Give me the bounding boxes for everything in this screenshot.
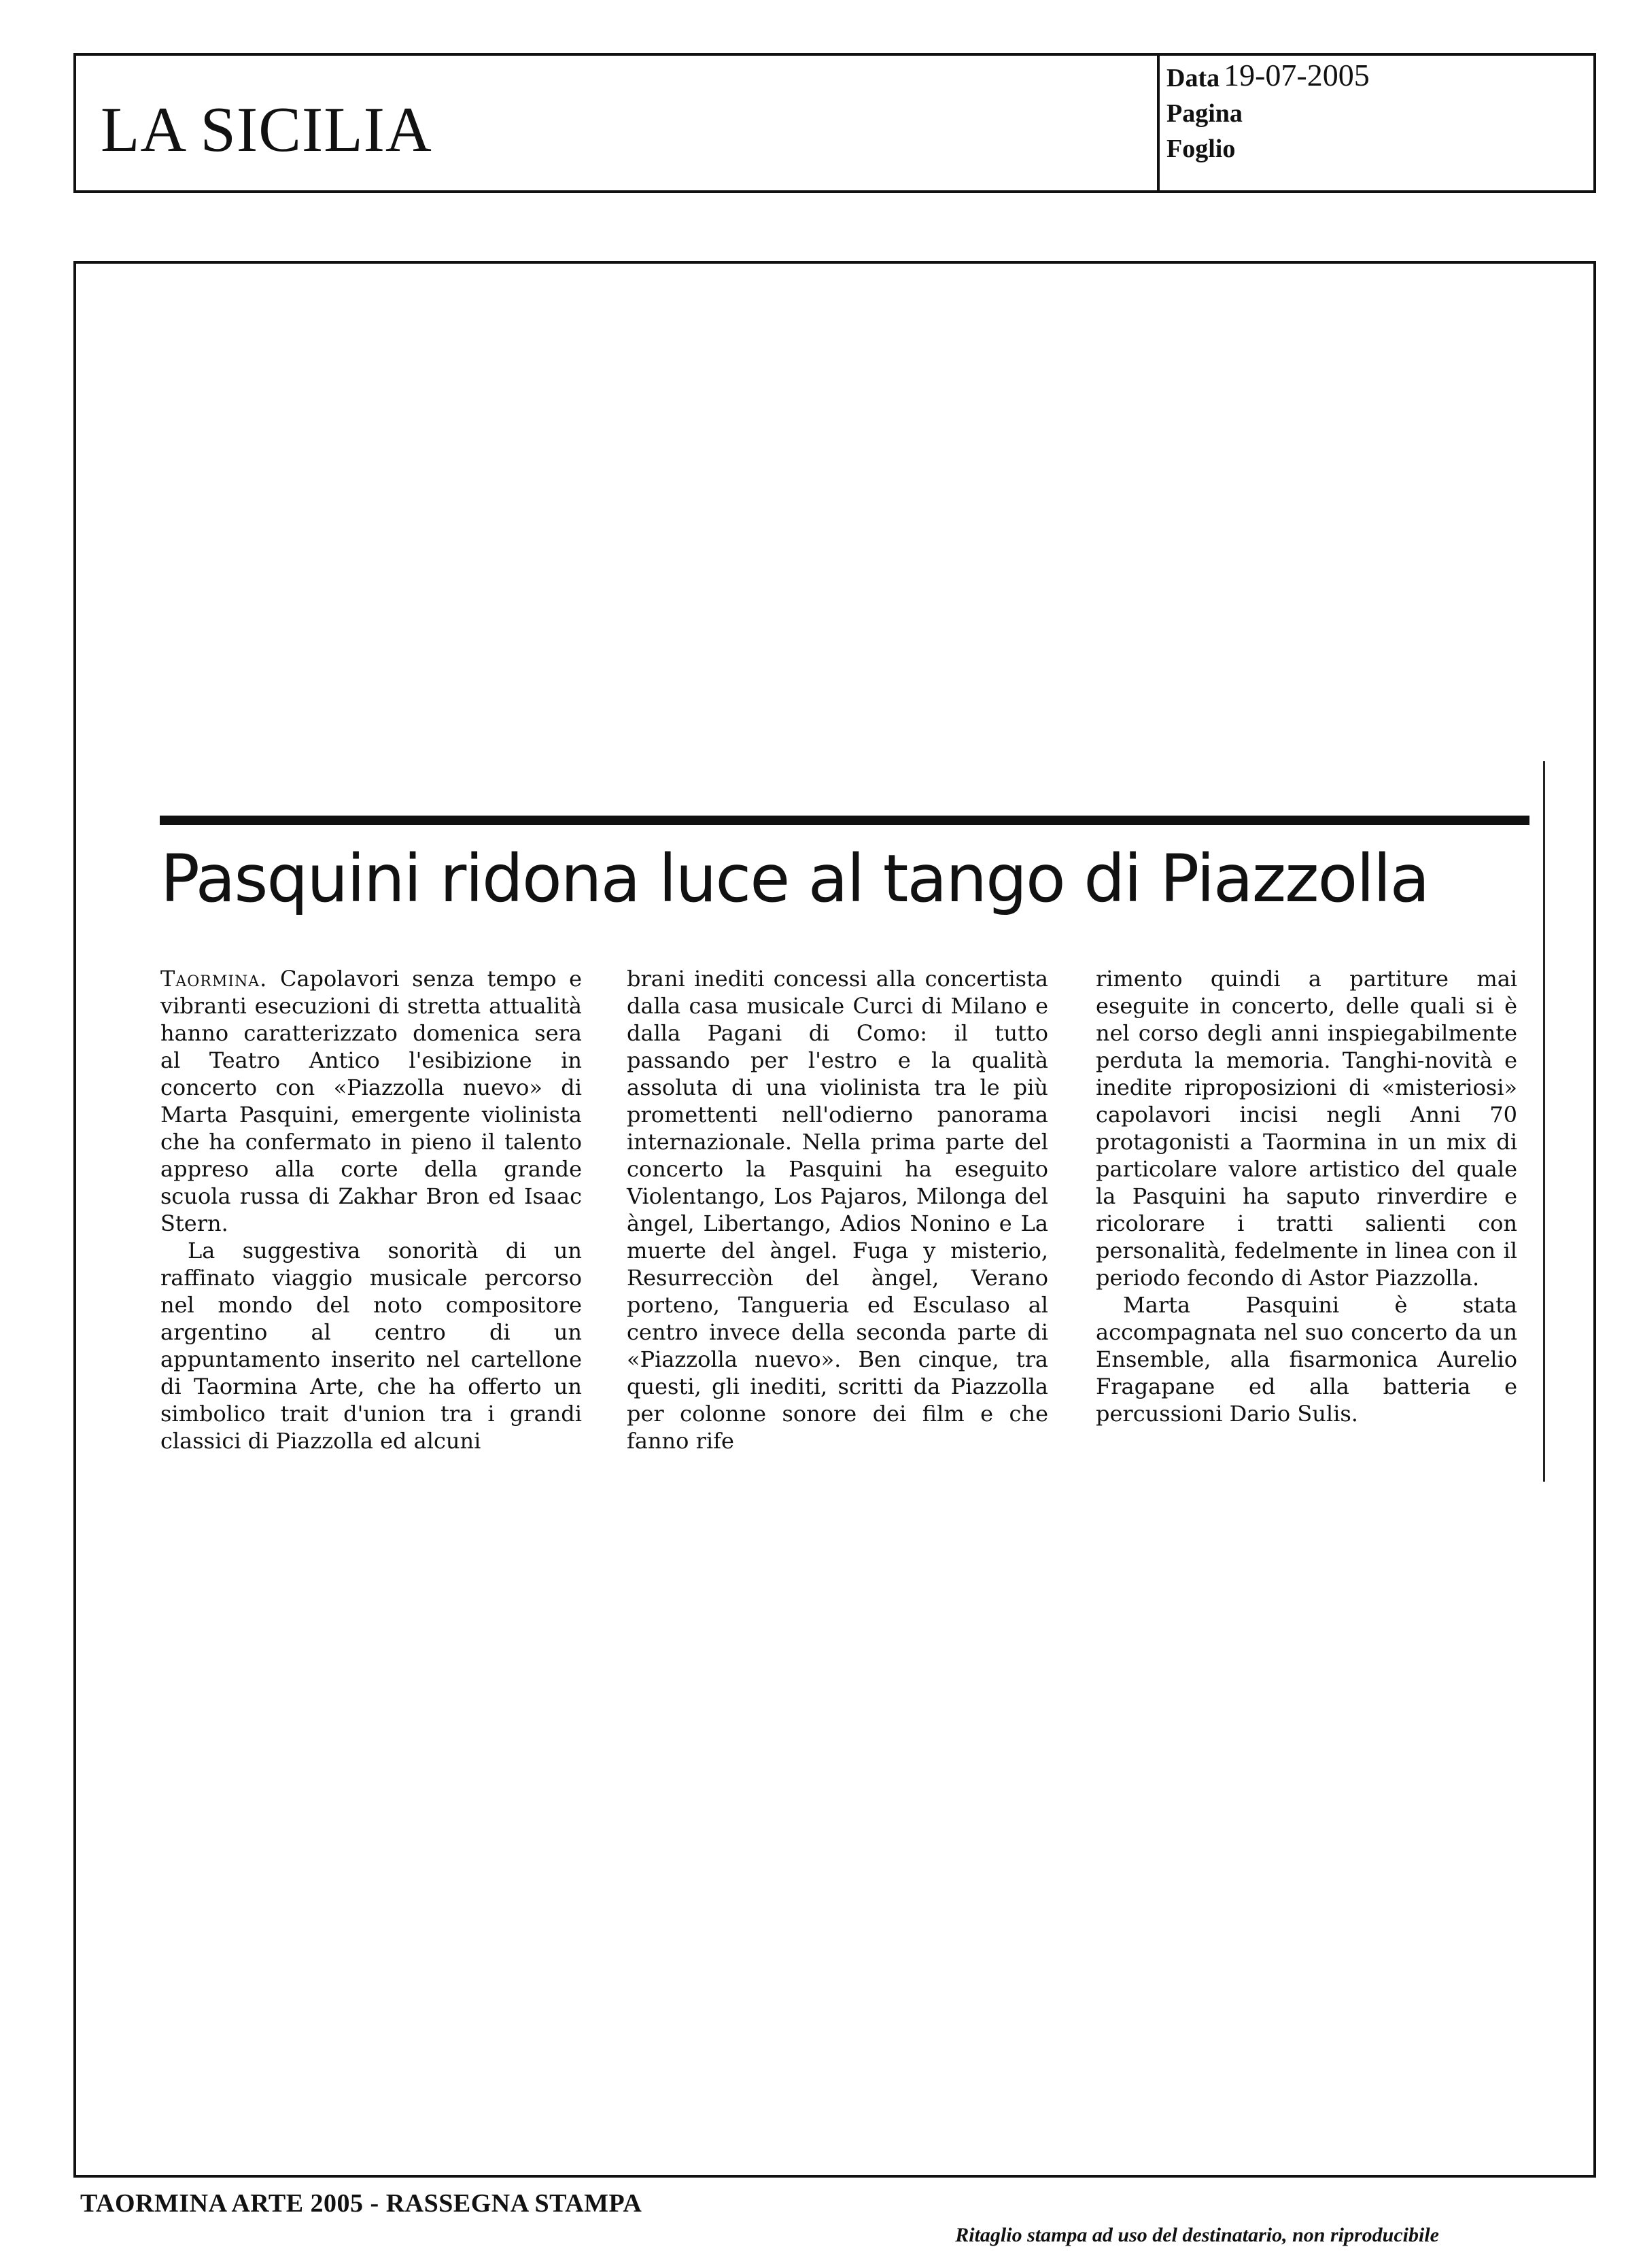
pagina-label: Pagina <box>1166 99 1243 128</box>
paragraph: brani inediti concessi alla concertista dalla casa musicale Curci di Milano e dalla Pagani di Como: il tutto passando per l'estro e la qualità assoluta di una violinista tra le più promettenti nell'odierno panorama internazionale. Nella prima parte del concerto la Pasquini ha eseguito Violentango, Los Pajaros, Milonga del àngel, Libertango, Adios Nonino e La muerte del àngel. Fuga y misterio, Resurrecciòn del àngel, Verano porteno, Tangueria ed Esculaso al centro invece della seconda parte di «Piazzolla nuevo». Ben cinque, tra questi, gli inediti, scritti da Piazzolla per colonne sonore dei film e che fanno rife <box>627 966 1048 1454</box>
headline-rule <box>160 816 1529 825</box>
meta-row-data <box>1166 56 1370 91</box>
paragraph <box>160 965 582 1237</box>
paragraph: rimento quindi a partiture mai eseguite in concerto, delle quali si è nel corso degli anni inspiegabilmente perduta la memoria. Tanghi-novità e inedite riproposizioni di «misteriosi» capolavori incisi negli Anni 70 protagonisti a Taormina in un mix di particolare valore artistico del quale la Pasquini ha saputo rinverdire e ricolorare i tratti salienti con personalità, fedelmente in linea con il periodo fecondo di Astor Piazzolla. <box>1096 966 1517 1291</box>
paragraph: La suggestiva sonorità di un raffinato viaggio musicale percorso nel mondo del noto compositore argentino al centro di un appuntamento inserito nel cartellone di Taormina Arte, che ha offerto un simbolico trait d'union tra i grandi classici di Piazzolla ed alcuni <box>160 1238 582 1454</box>
meta-block <box>1166 56 1370 162</box>
footer-left: TAORMINA ARTE 2005 - RASSEGNA STAMPA <box>80 2189 642 2218</box>
paragraph-text: Capolavori senza tempo e vibranti esecuzioni di stretta attualità hanno caratterizzato domenica sera al Teatro Antico l'esibizione in concerto con «Piazzolla nuevo» di Marta Pasquini, emergente violinista che ha confermato in pieno il talento appreso alla corte della grande scuola russa di Zakhar Bron ed Isaac Stern. <box>160 966 583 1236</box>
paragraph: Marta Pasquini è stata accompagnata nel suo concerto da un Ensemble, alla fisarmonica Aurelio Fragapane ed alla batteria e percussioni Dario Sulis. <box>1096 1292 1517 1427</box>
article-column-2 <box>627 965 1048 1454</box>
data-value: 19-07-2005 <box>1224 58 1370 92</box>
dateline: Taormina. <box>160 966 268 992</box>
data-label: Data <box>1166 64 1220 92</box>
footer-right: Ritaglio stampa ad uso del destinatario, non riproducibile <box>955 2224 1439 2246</box>
meta-row-pagina <box>1166 91 1370 126</box>
header-divider <box>1157 56 1160 190</box>
article-column-3 <box>1096 965 1517 1427</box>
header-box <box>73 53 1596 193</box>
masthead: LA SICILIA <box>101 94 432 165</box>
meta-row-foglio <box>1166 126 1370 162</box>
side-rule <box>1543 761 1545 1482</box>
article-column-1 <box>160 965 582 1454</box>
foglio-label: Foglio <box>1166 135 1236 163</box>
headline: Pasquini ridona luce al tango di Piazzolla <box>160 841 1429 917</box>
